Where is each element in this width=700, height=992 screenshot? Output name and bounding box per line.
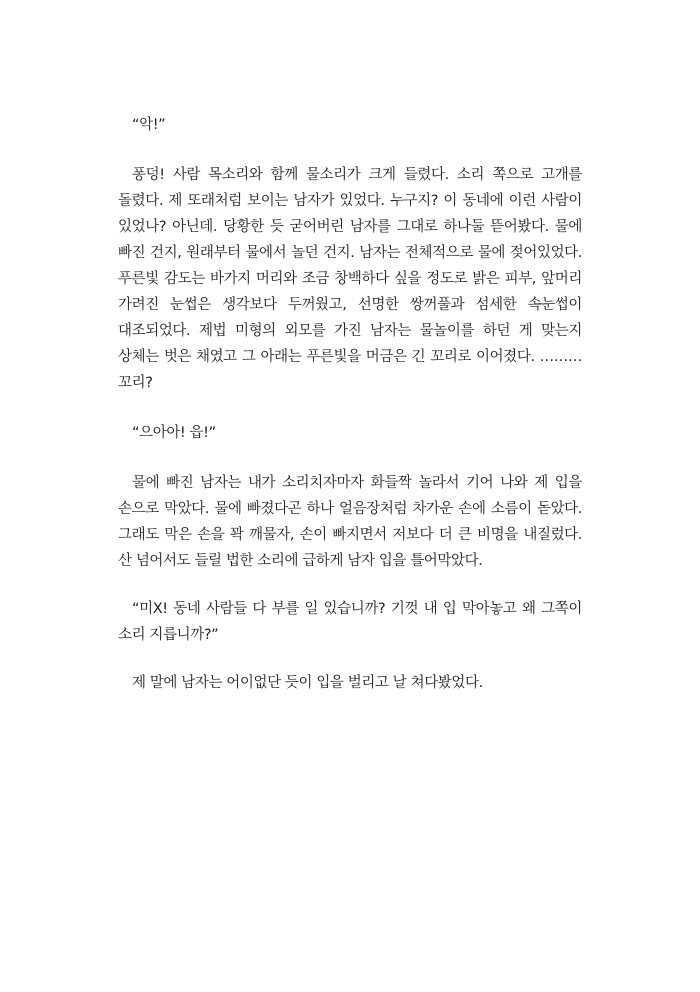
story-text — [118, 112, 582, 696]
narration-paragraph-2: 물에 빠진 남자는 내가 소리치자마자 화들짝 놀라서 기어 나와 제 입을 손으로 막았다. 물에 빠졌다곤 하나 얼음장처럼 차가운 손에 소름이 돋았다. 그래도 막은 손을 꽉 깨물자, 손이 빠지면서 저보다 더 큰 비명을 내질렀다. 산 넘어서도 들릴 법한 소리에 급하게 남자 입을 틀어막았다. — [118, 475, 582, 569]
dialogue-complaint: “미X! 동네 사람들 다 부를 일 있습니까? 기껏 내 입 막아놓고 왜 그쪽이 소리 지릅니까?” — [118, 601, 582, 643]
paragraph-gap — [118, 648, 582, 670]
dialogue-scream: “악!” — [132, 117, 166, 133]
paragraph-gap — [118, 396, 582, 420]
narration-paragraph-1: 퐁덩! 사람 목소리와 함께 물소리가 크게 들렸다. 소리 쪽으로 고개를 돌렸다. 제 또래처럼 보이는 남자가 있었다. 누구지? 이 동네에 이런 사람이 있었나? 아닌데. 당황한 듯 굳어버린 남자를 그대로 하나둘 뜯어봤다. 물에 빠진 건지, 원래부터 물에서 놀던 건지. 남자는 전체적으로 물에 젖어있었다. 푸른빛 감도는 바가지 머리와 조금 창백하다 싶을 정도로 밝은 피부, 앞머리 가려진 눈썹은 생각보다 두꺼웠고, 선명한 쌍꺼풀과 섬세한 속눈썹이 대조되었다. 제법 미형의 외모를 가진 남자는 물놀이를 하던 게 맞는지 상체는 벗은 채였고 그 아래는 푸른빛을 머금은 긴 꼬리로 이어졌다. ………꼬리? — [118, 167, 582, 391]
dialogue-shout: “으아아! 읍!” — [132, 425, 216, 441]
paragraph-gap — [118, 574, 582, 596]
paragraph-gap — [118, 446, 582, 470]
paragraph-gap — [118, 138, 582, 162]
narration-paragraph-3: 제 말에 남자는 어이없단 듯이 입을 벌리고 날 쳐다봤었다. — [132, 675, 483, 691]
